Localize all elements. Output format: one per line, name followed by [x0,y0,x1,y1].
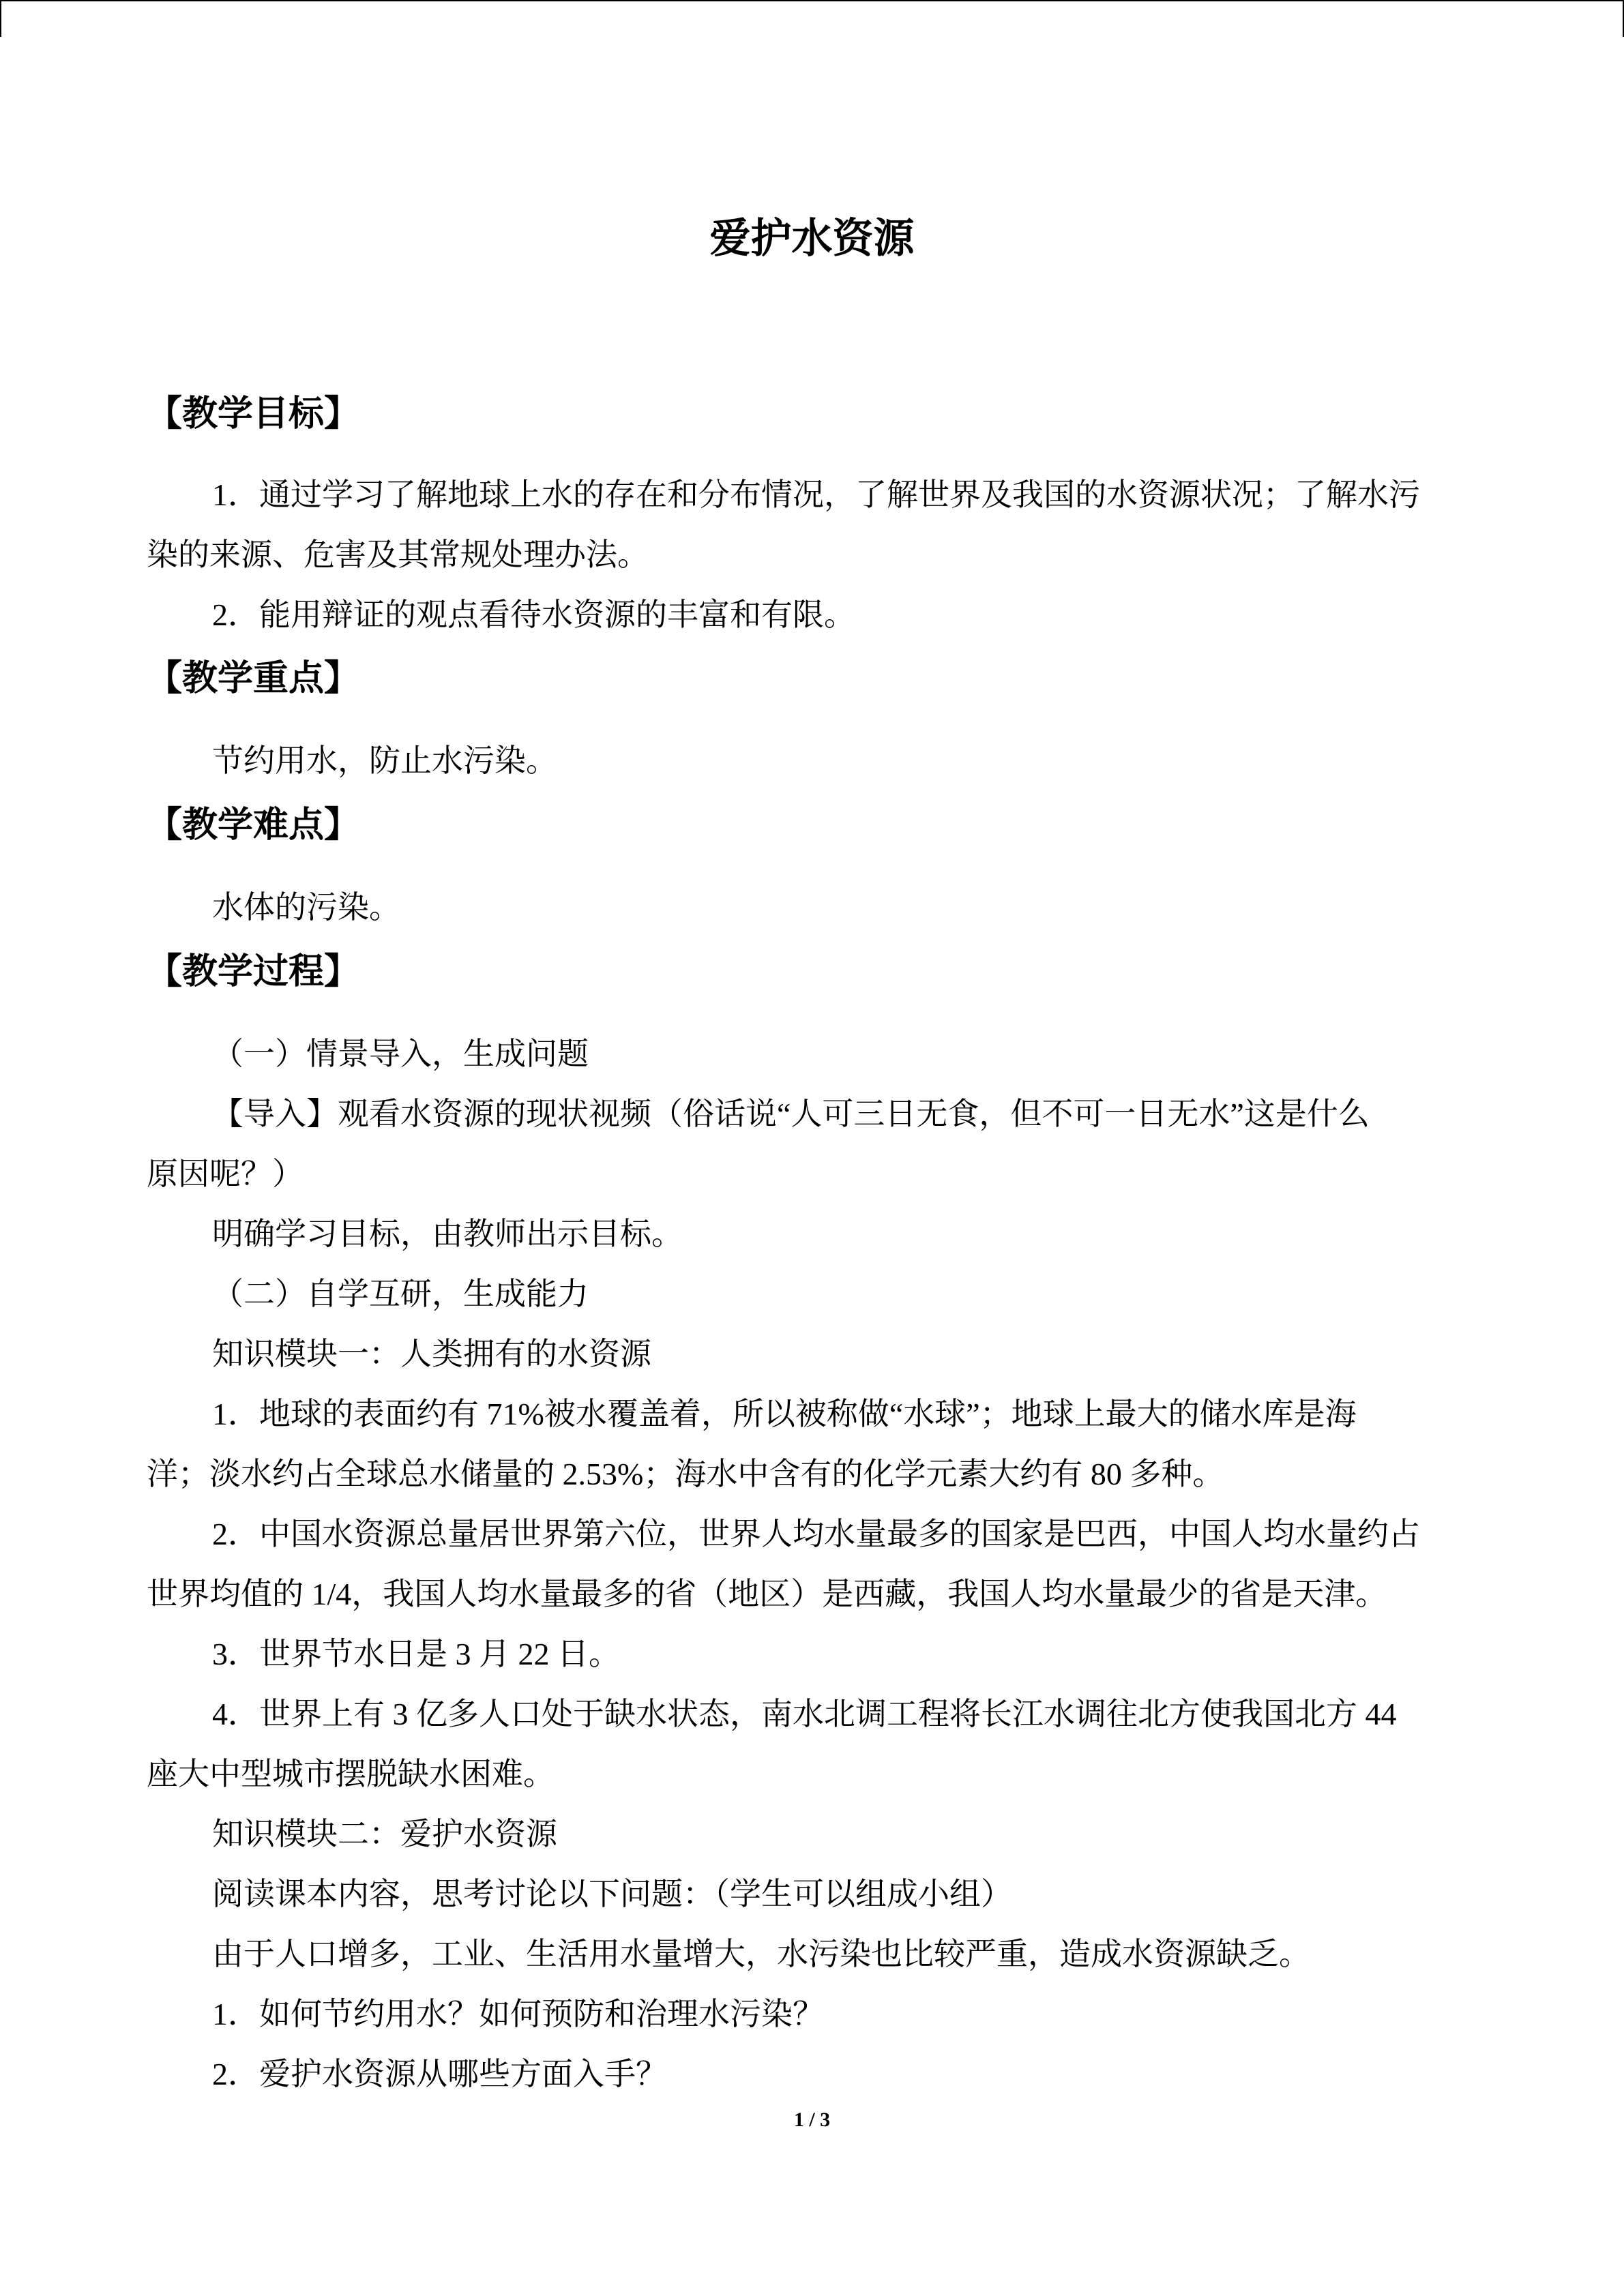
paragraph-line: 阅读课本内容，思考讨论以下问题：（学生可以组成小组） [212,1877,1012,1911]
section-heading-key-points: 【教学重点】 [147,659,360,698]
paragraph-line: 洋；淡水约占全球总水储量的 2.53%；海水中含有的化学元素大约有 80 多种。 [147,1457,1224,1491]
paragraph-line: 1．通过学习了解地球上水的存在和分布情况，了解世界及我国的水资源状况；了解水污 [212,477,1420,512]
paragraph-line: 明确学习目标，由教师出示目标。 [212,1217,683,1251]
paragraph-line: 2．中国水资源总量居世界第六位，世界人均水量最多的国家是巴西，中国人均水量约占 [212,1517,1420,1551]
section-heading-process: 【教学过程】 [147,953,360,992]
document-title: 爱护水资源 [709,216,915,261]
paragraph-line: 原因呢？） [147,1157,304,1191]
paragraph-line: 染的来源、危害及其常规处理办法。 [147,537,649,572]
section-heading-objectives: 【教学目标】 [147,395,360,434]
section-heading-difficulties: 【教学难点】 [147,806,360,845]
paragraph-line: 节约用水，防止水污染。 [212,743,557,778]
paragraph-line: 4．世界上有 3 亿多人口处于缺水状态，南水北调工程将长江水调往北方使我国北方 44 [212,1697,1397,1731]
paragraph-line: 【导入】观看水资源的现状视频（俗话说“人可三日无食，但不可一日无水”这是什么 [212,1097,1370,1131]
paragraph-line: 世界均值的 1/4，我国人均水量最多的省（地区）是西藏，我国人均水量最少的省是天津。 [147,1577,1387,1611]
page-number: 1 / 3 [793,2108,831,2131]
subsection-title: （一）情景导入，生成问题 [212,1037,589,1071]
paragraph-line: 3．世界节水日是 3 月 22 日。 [212,1637,620,1671]
question-line: 1．如何节约用水？如何预防和治理水污染？ [212,1997,824,2031]
paragraph-line: 1．地球的表面约有 71%被水覆盖着，所以被称做“水球”；地球上最大的储水库是海 [212,1397,1357,1431]
module-title: 知识模块一：人类拥有的水资源 [212,1337,651,1371]
paragraph-line: 座大中型城市摆脱缺水困难。 [147,1757,555,1791]
question-line: 2．爱护水资源从哪些方面入手？ [212,2057,667,2091]
paragraph-line: 2．能用辩证的观点看待水资源的丰富和有限。 [212,597,855,632]
subsection-title: （二）自学互研，生成能力 [212,1277,589,1311]
page-border [0,0,1624,37]
paragraph-line: 由于人口增多，工业、生活用水量增大，水污染也比较严重，造成水资源缺乏。 [212,1937,1310,1971]
module-title: 知识模块二：爱护水资源 [212,1817,557,1851]
paragraph-line: 水体的污染。 [212,890,400,925]
